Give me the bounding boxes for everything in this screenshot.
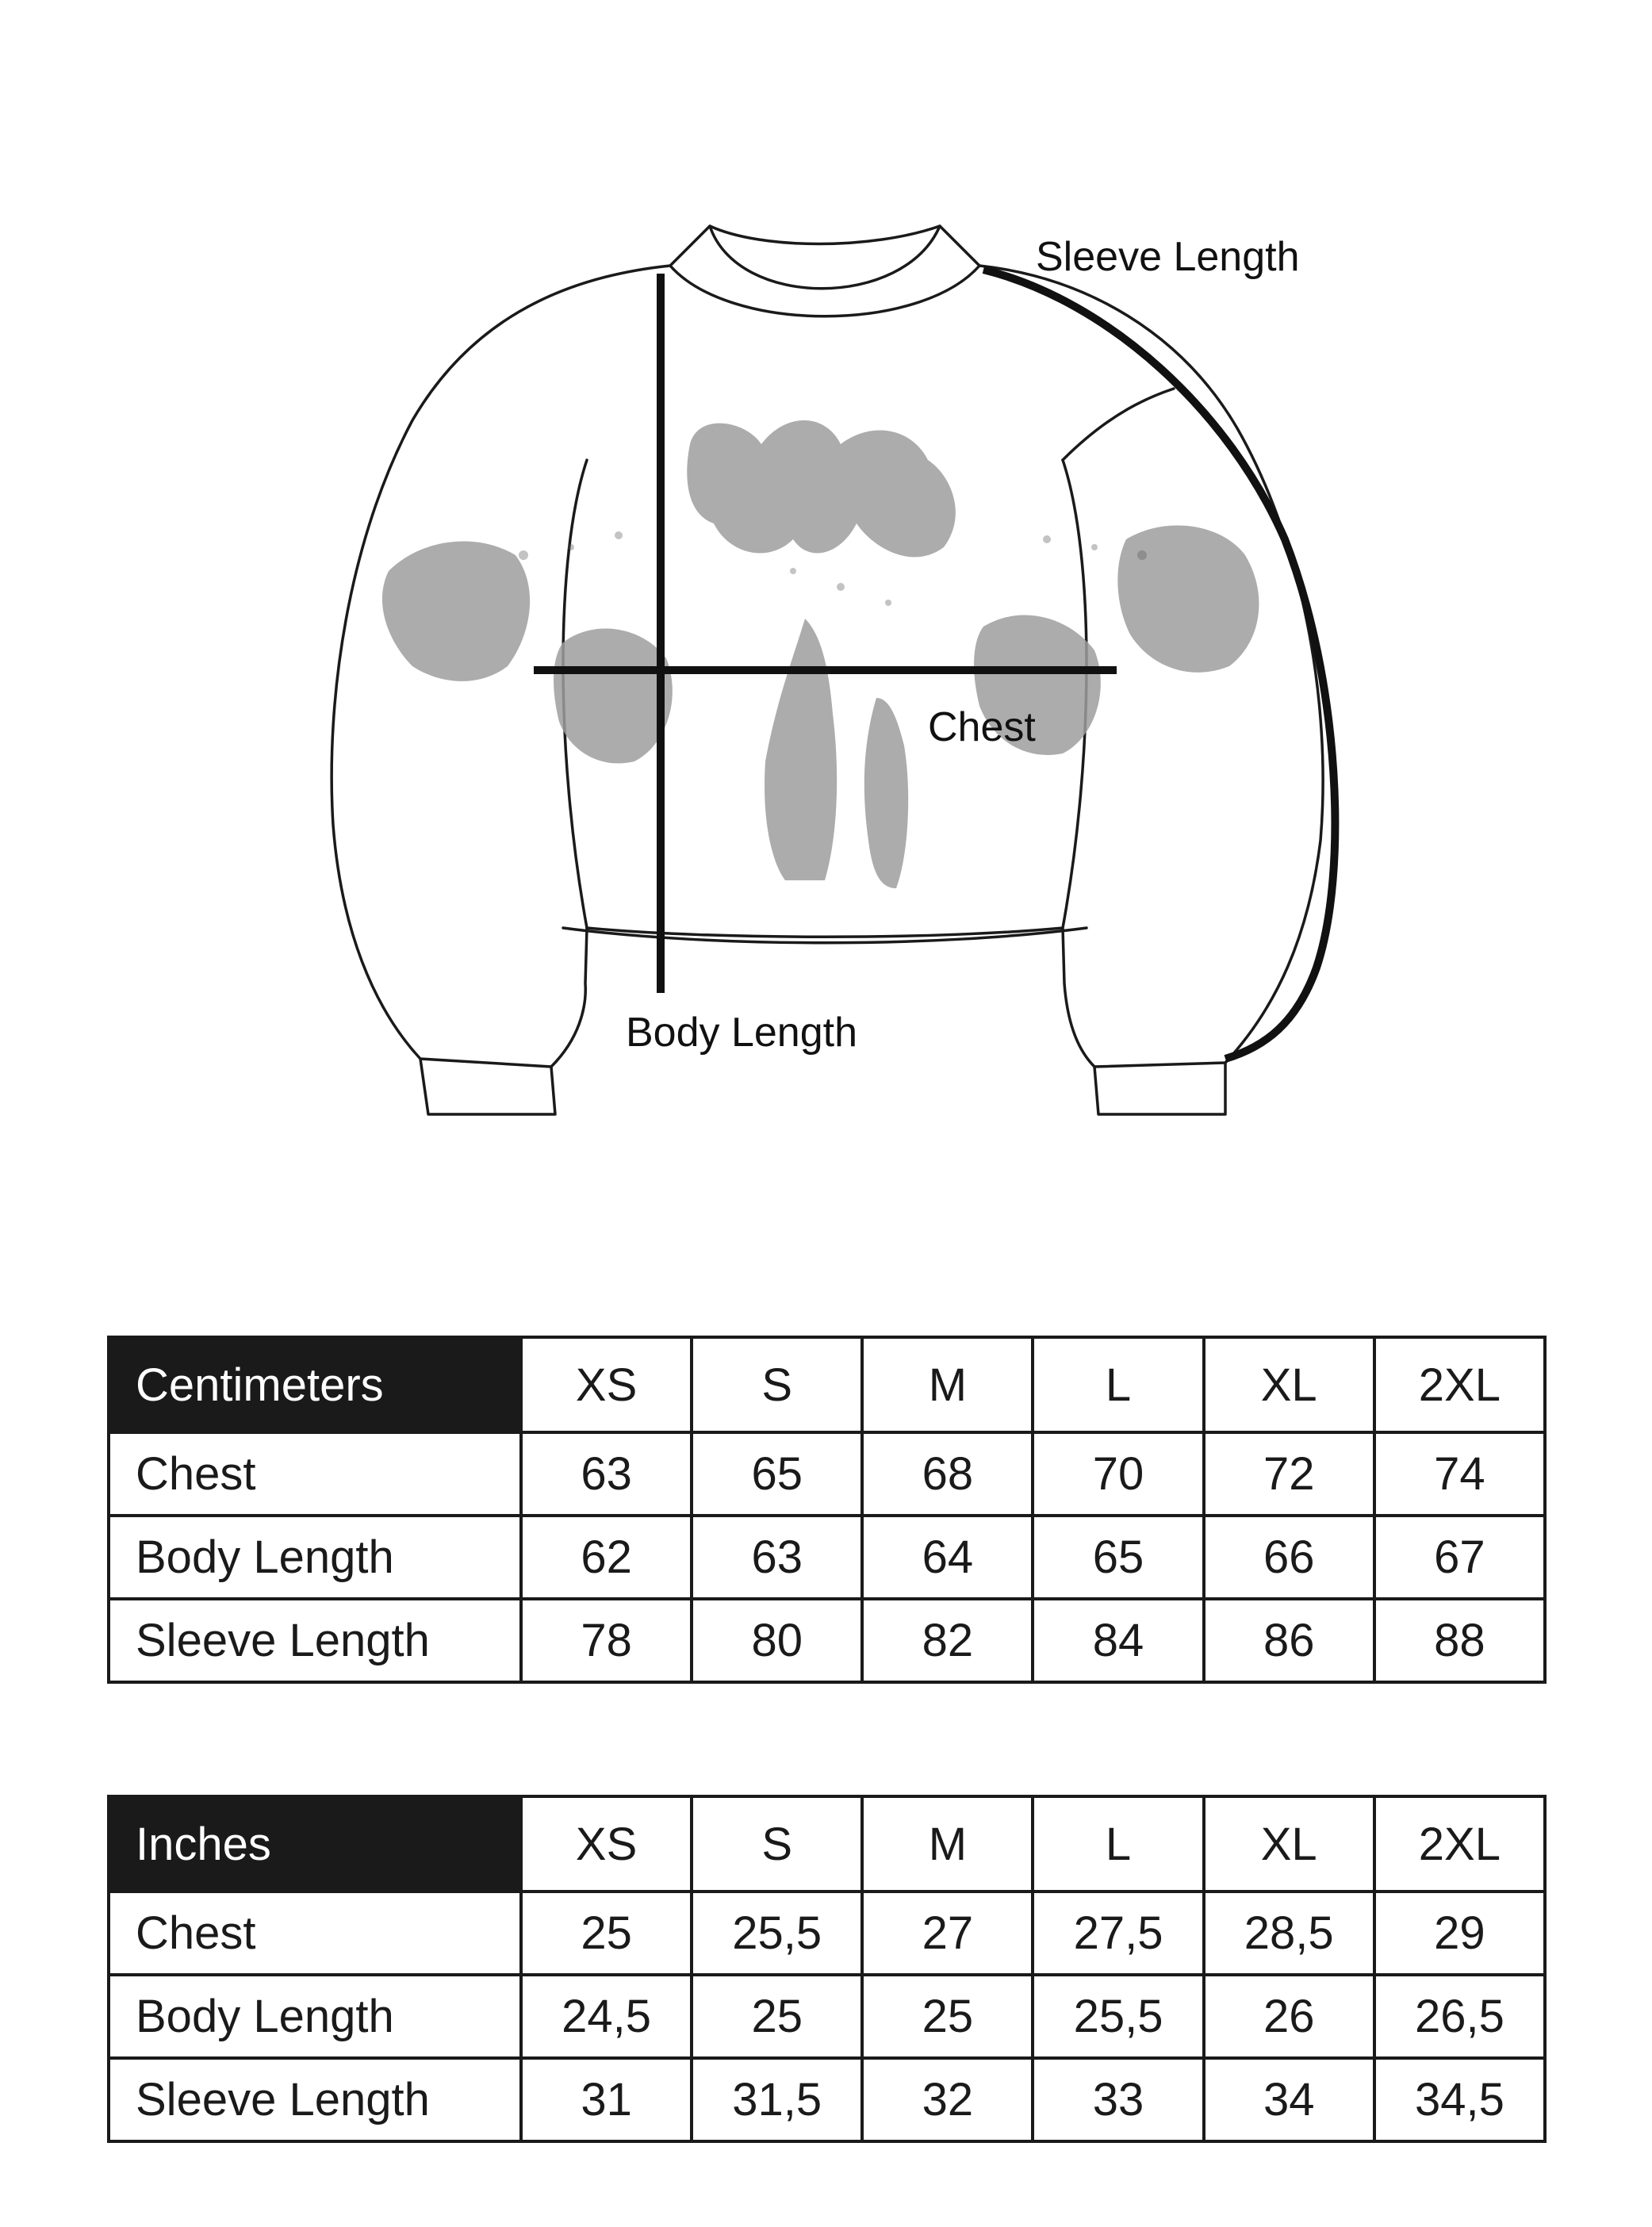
table-cell: 66 xyxy=(1204,1516,1374,1599)
table-cell: 27 xyxy=(862,1892,1033,1975)
table-cell: 32 xyxy=(862,2058,1033,2141)
table-cell: 26 xyxy=(1204,1975,1374,2058)
size-header: XL xyxy=(1204,1337,1374,1432)
unit-header: Inches xyxy=(109,1796,521,1892)
table-cell: 84 xyxy=(1033,1599,1203,1682)
table-cell: 88 xyxy=(1374,1599,1545,1682)
table-cell: 63 xyxy=(692,1516,862,1599)
size-header: S xyxy=(692,1337,862,1432)
table-cell: 64 xyxy=(862,1516,1033,1599)
chest-label: Chest xyxy=(928,704,1036,750)
table-cell: 78 xyxy=(521,1599,692,1682)
size-header: S xyxy=(692,1796,862,1892)
table-cell: 25,5 xyxy=(1033,1975,1203,2058)
print-artwork xyxy=(382,420,1259,888)
table-cell: 26,5 xyxy=(1374,1975,1545,2058)
table-cell: 65 xyxy=(692,1432,862,1516)
table-cell: 63 xyxy=(521,1432,692,1516)
size-header: L xyxy=(1033,1337,1203,1432)
row-label: Sleeve Length xyxy=(109,1599,521,1682)
hem-band xyxy=(563,928,1087,943)
row-label: Chest xyxy=(109,1432,521,1516)
table-cell: 25,5 xyxy=(692,1892,862,1975)
table-cell: 25 xyxy=(692,1975,862,2058)
table-row xyxy=(109,1516,1545,1599)
body-length-label: Body Length xyxy=(626,1010,858,1056)
table-row xyxy=(109,1975,1545,2058)
row-label: Sleeve Length xyxy=(109,2058,521,2141)
size-table-centimeters xyxy=(107,1336,1547,1684)
table-cell: 31 xyxy=(521,2058,692,2141)
size-header: 2XL xyxy=(1374,1796,1545,1892)
table-cell: 82 xyxy=(862,1599,1033,1682)
table-cell: 62 xyxy=(521,1516,692,1599)
table-row xyxy=(109,2058,1545,2141)
table-cell: 72 xyxy=(1204,1432,1374,1516)
table-cell: 74 xyxy=(1374,1432,1545,1516)
size-header: XS xyxy=(521,1337,692,1432)
table-header-row xyxy=(109,1796,1545,1892)
right-cuff xyxy=(1094,1063,1225,1114)
table-cell: 80 xyxy=(692,1599,862,1682)
table-cell: 25 xyxy=(862,1975,1033,2058)
table-cell: 68 xyxy=(862,1432,1033,1516)
size-table-inches xyxy=(107,1795,1547,2143)
table-cell: 33 xyxy=(1033,2058,1203,2141)
row-label: Body Length xyxy=(109,1975,521,2058)
table-cell: 25 xyxy=(521,1892,692,1975)
table-cell: 34 xyxy=(1204,2058,1374,2141)
table-header-row xyxy=(109,1337,1545,1432)
size-header: M xyxy=(862,1796,1033,1892)
table-cell: 27,5 xyxy=(1033,1892,1203,1975)
size-header: XL xyxy=(1204,1796,1374,1892)
table-cell: 24,5 xyxy=(521,1975,692,2058)
table-cell: 31,5 xyxy=(692,2058,862,2141)
table-cell: 34,5 xyxy=(1374,2058,1545,2141)
size-header: L xyxy=(1033,1796,1203,1892)
table-cell: 70 xyxy=(1033,1432,1203,1516)
size-header: 2XL xyxy=(1374,1337,1545,1432)
table-row xyxy=(109,1892,1545,1975)
table-cell: 65 xyxy=(1033,1516,1203,1599)
sleeve-length-label: Sleeve Length xyxy=(1036,234,1300,280)
table-row xyxy=(109,1432,1545,1516)
table-cell: 29 xyxy=(1374,1892,1545,1975)
table-row xyxy=(109,1599,1545,1682)
table-cell: 67 xyxy=(1374,1516,1545,1599)
row-label: Body Length xyxy=(109,1516,521,1599)
table-cell: 28,5 xyxy=(1204,1892,1374,1975)
unit-header: Centimeters xyxy=(109,1337,521,1432)
row-label: Chest xyxy=(109,1892,521,1975)
size-header: M xyxy=(862,1337,1033,1432)
table-cell: 86 xyxy=(1204,1599,1374,1682)
size-header: XS xyxy=(521,1796,692,1892)
